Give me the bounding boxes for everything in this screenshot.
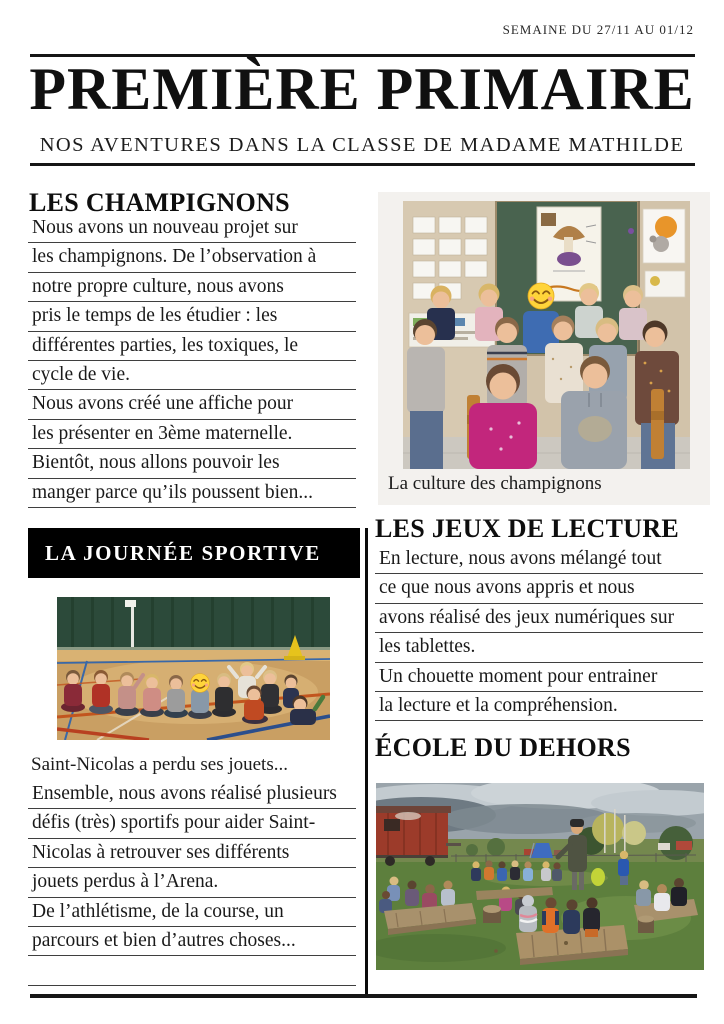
gym-curtain (57, 597, 330, 649)
section-heading-jeux-lecture: LES JEUX DE LECTURE (375, 514, 680, 543)
section-heading-champignons: LES CHAMPIGNONS (29, 188, 290, 217)
journee-sportive-text-block (28, 780, 356, 986)
board-magnet (628, 228, 634, 234)
text-line: Nous avons un nouveau projet sur (28, 214, 356, 243)
koala-poster (643, 209, 685, 297)
text-line: Un chouette moment pour entrainer (375, 663, 703, 692)
page-subtitle: NOS AVENTURES DANS LA CLASSE DE MADAME MATHILDE (39, 134, 685, 156)
text-line: Nicolas à retrouver ses différents (28, 839, 356, 868)
text-line: défis (très) sportifs pour aider Saint- (28, 809, 356, 838)
text-line: parcours et bien d’autres choses... (28, 927, 356, 956)
gym-photo-caption: Saint-Nicolas a perdu ses jouets... (31, 754, 288, 775)
classroom-photo (403, 201, 690, 469)
smiley-emoji-overlay (191, 674, 210, 693)
text-line: ce que nous avons appris et nous (375, 574, 703, 603)
jeux-lecture-text-block (375, 545, 703, 721)
text-line: avons réalisé des jeux numériques sur (375, 604, 703, 633)
text-line: Nous avons créé une affiche pour (28, 390, 356, 419)
text-line: les champignons. De l’observation à (28, 243, 356, 272)
text-line: jouets perdus à l’Arena. (28, 868, 356, 897)
text-line: De l’athlétisme, de la course, un (28, 898, 356, 927)
text-line: différentes parties, les toxiques, le (28, 332, 356, 361)
text-line: manger parce qu’ils poussent bien... (28, 479, 356, 508)
text-line: notre propre culture, nous avons (28, 273, 356, 302)
page-title: PREMIÈRE PRIMAIRE (29, 56, 695, 122)
text-line: les tablettes. (375, 633, 703, 662)
text-line: pris le temps de les étudier : les (28, 302, 356, 331)
column-divider (365, 528, 368, 996)
gym-photo (57, 597, 330, 740)
text-line (28, 956, 356, 985)
text-line: les présenter en 3ème maternelle. (28, 420, 356, 449)
yellow-bag (591, 868, 605, 886)
section-heading-ecole-dehors: ÉCOLE DU DEHORS (375, 733, 631, 762)
classroom-photo-card (378, 192, 710, 505)
banner-label: LA JOURNÉE SPORTIVE (45, 541, 321, 565)
text-line: En lecture, nous avons mélangé tout (375, 545, 703, 574)
champignons-text-block (28, 214, 356, 508)
text-line: Bientôt, nous allons pouvoir les (28, 449, 356, 478)
smiley-emoji-overlay (528, 283, 554, 309)
text-line: Ensemble, nous avons réalisé plusieurs (28, 780, 356, 809)
outdoor-photo (376, 783, 704, 970)
week-label: SEMAINE DU 27/11 AU 01/12 (502, 22, 694, 37)
classroom-photo-caption: La culture des champignons (388, 473, 602, 494)
text-line: cycle de vie. (28, 361, 356, 390)
text-line: la lecture et la compréhension. (375, 692, 703, 721)
header-rule (30, 163, 695, 166)
banner-journee-sportive (28, 528, 360, 578)
bottom-rule (30, 994, 697, 998)
